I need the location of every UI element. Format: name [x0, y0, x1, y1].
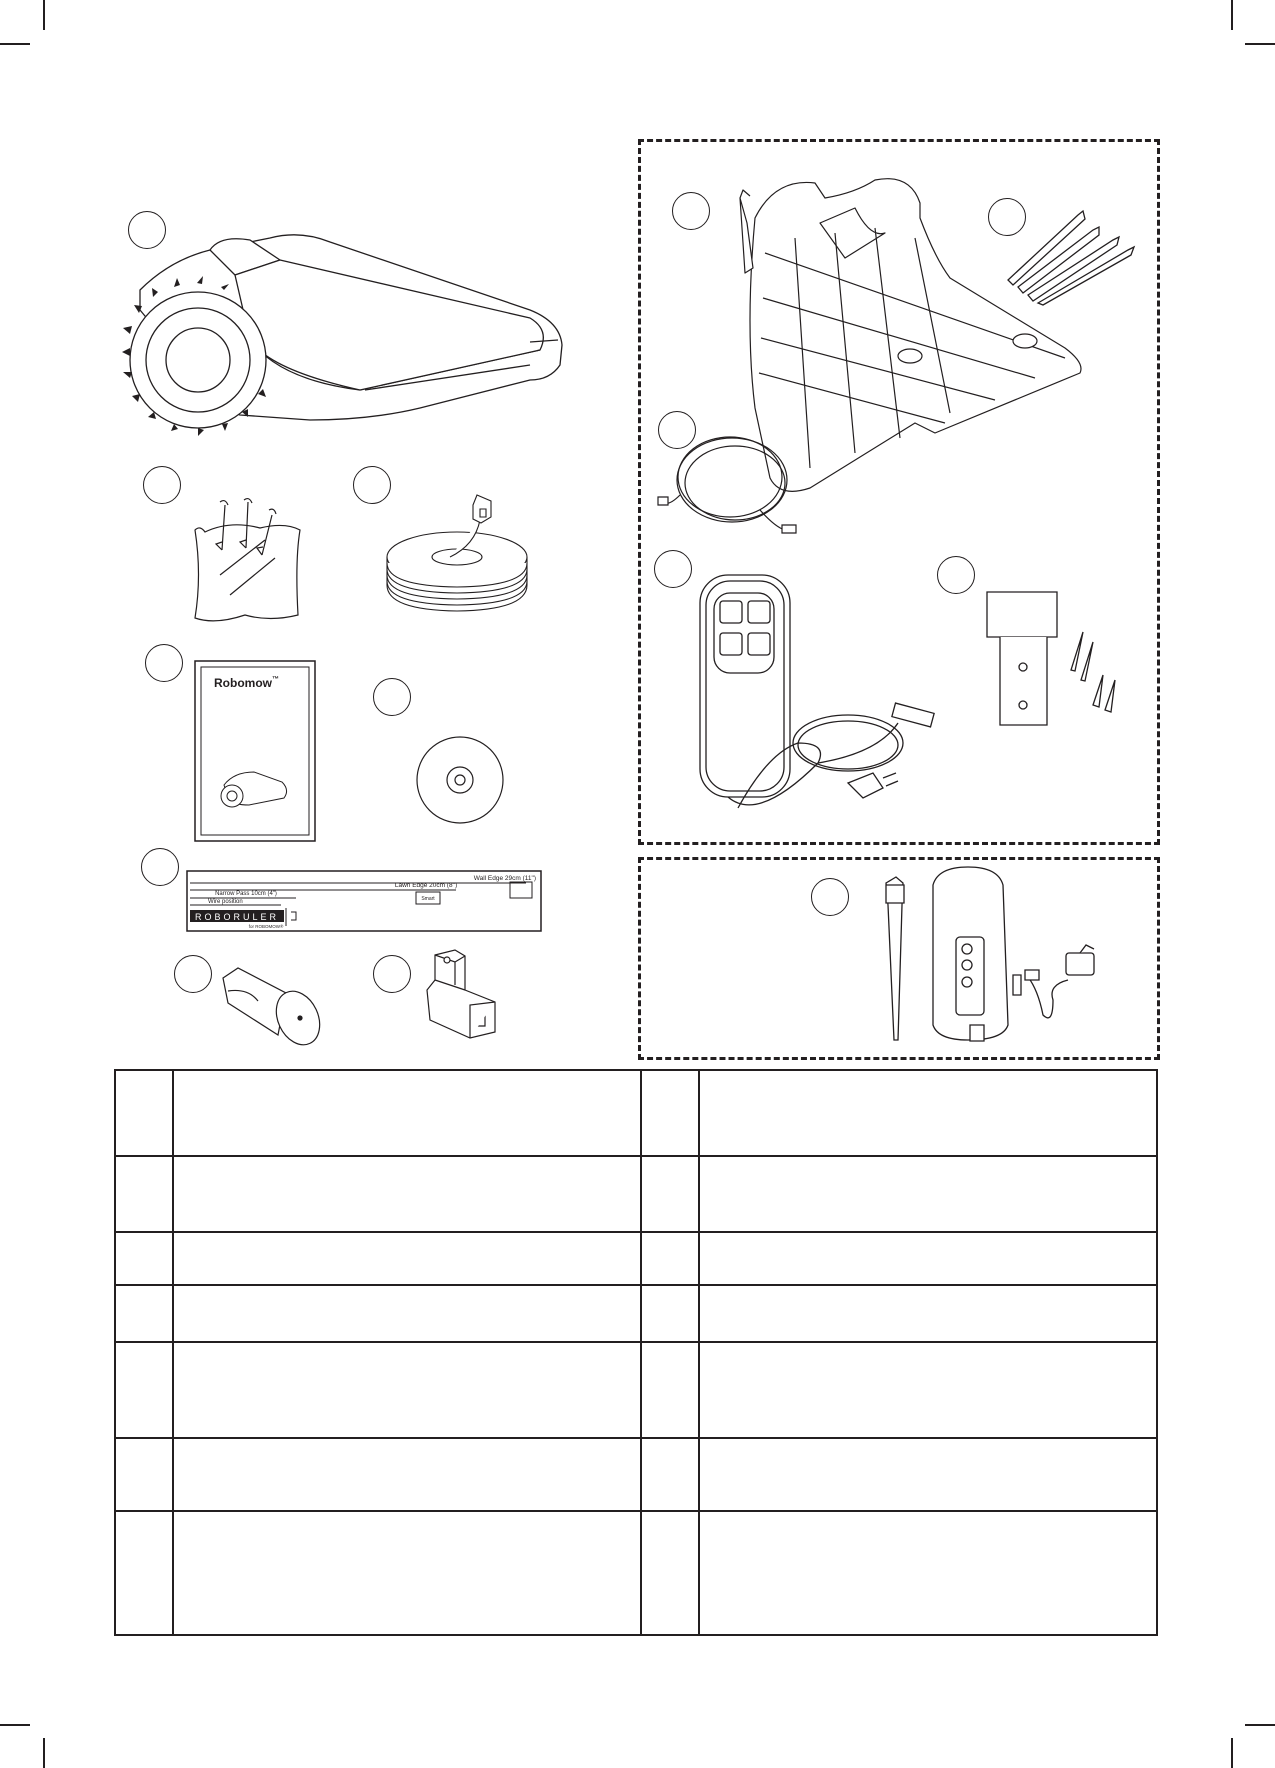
table-cell: [699, 1070, 1157, 1156]
table-cell: [115, 1285, 173, 1342]
manual-brand-text: Robomow: [214, 676, 272, 690]
table-row: [115, 1285, 1157, 1342]
table-cell: [699, 1438, 1157, 1510]
table-cell: [115, 1070, 173, 1156]
table-cell: [699, 1511, 1157, 1635]
table-cell: [699, 1156, 1157, 1231]
table-row: [115, 1511, 1157, 1635]
table-cell: [115, 1438, 173, 1510]
roboruler-wall-edge: Wall Edge 29cm (11"): [473, 875, 536, 882]
table-cell: [115, 1156, 173, 1231]
callout-circle-pegs-bag: [143, 466, 181, 504]
table-row: [115, 1232, 1157, 1285]
roboruler-sub: for ROBOMOW®: [248, 924, 284, 929]
crop-mark: [43, 0, 45, 30]
wire-spool-illustration: [385, 495, 535, 615]
remote-control-illustration: [698, 573, 968, 828]
table-cell: [173, 1342, 641, 1438]
manual-brand-tm: ™: [272, 676, 279, 683]
table-cell: [115, 1232, 173, 1285]
table-cell: [699, 1342, 1157, 1438]
callout-circle-connector-plug: [174, 955, 212, 993]
callout-circle-wire-connector: [373, 955, 411, 993]
callout-circle-roboruler: [141, 848, 179, 886]
roboruler-brand: ROBORULER: [194, 912, 280, 922]
table-cell: [699, 1232, 1157, 1285]
table-cell: [699, 1285, 1157, 1342]
wire-connector-illustration: [425, 950, 505, 1038]
table-cell: [173, 1285, 641, 1342]
table-cell: [115, 1511, 173, 1635]
table-cell: [173, 1438, 641, 1510]
robomow-mower-illustration: [110, 230, 570, 445]
contents-table: [114, 1069, 1158, 1636]
roboruler-wire-position: Wire position: [208, 899, 243, 905]
table-cell: [173, 1232, 641, 1285]
roboruler-lawn-edge: Lawn Edge 20cm (8"): [394, 882, 458, 889]
table-cell: [641, 1285, 699, 1342]
crop-mark: [1231, 0, 1233, 30]
table-row: [115, 1156, 1157, 1231]
crop-mark: [0, 43, 30, 45]
table-cell: [641, 1511, 699, 1635]
callout-circle-remote: [654, 550, 692, 588]
roboruler-mower-label: Smart: [421, 896, 435, 902]
table-cell: [641, 1156, 699, 1231]
roboruler-narrow-pass: Narrow Pass 10cm (4"): [215, 891, 277, 897]
callout-circle-manual: [145, 644, 183, 682]
callout-circle-base-station: [672, 192, 710, 230]
table-cell: [173, 1070, 641, 1156]
crop-mark: [43, 1738, 45, 1768]
table-cell: [641, 1342, 699, 1438]
table-cell: [115, 1342, 173, 1438]
crop-mark: [1245, 43, 1275, 45]
table-cell: [641, 1070, 699, 1156]
table-row: [115, 1342, 1157, 1438]
stakes-illustration: [1003, 205, 1143, 305]
table-row: [115, 1438, 1157, 1510]
crop-mark: [1231, 1738, 1233, 1768]
wall-bracket-illustration: [985, 590, 1130, 730]
callout-circle-cd: [373, 678, 411, 716]
table-cell: [173, 1511, 641, 1635]
table-row: [115, 1070, 1157, 1156]
crop-mark: [0, 1724, 30, 1726]
pegs-bag-illustration: [190, 500, 305, 625]
table-cell: [641, 1232, 699, 1285]
connector-plug-illustration: [218, 963, 318, 1053]
manual-brand: [214, 676, 279, 690]
crop-mark: [1245, 1724, 1275, 1726]
table-cell: [641, 1438, 699, 1510]
callout-circle-perimeter-switch: [811, 878, 849, 916]
table-cell: [173, 1156, 641, 1231]
cd-disc-illustration: [415, 735, 505, 825]
roboruler-illustration: [186, 870, 542, 932]
perimeter-switch-kit-illustration: [868, 865, 1148, 1055]
extension-cable-illustration: [660, 435, 800, 545]
